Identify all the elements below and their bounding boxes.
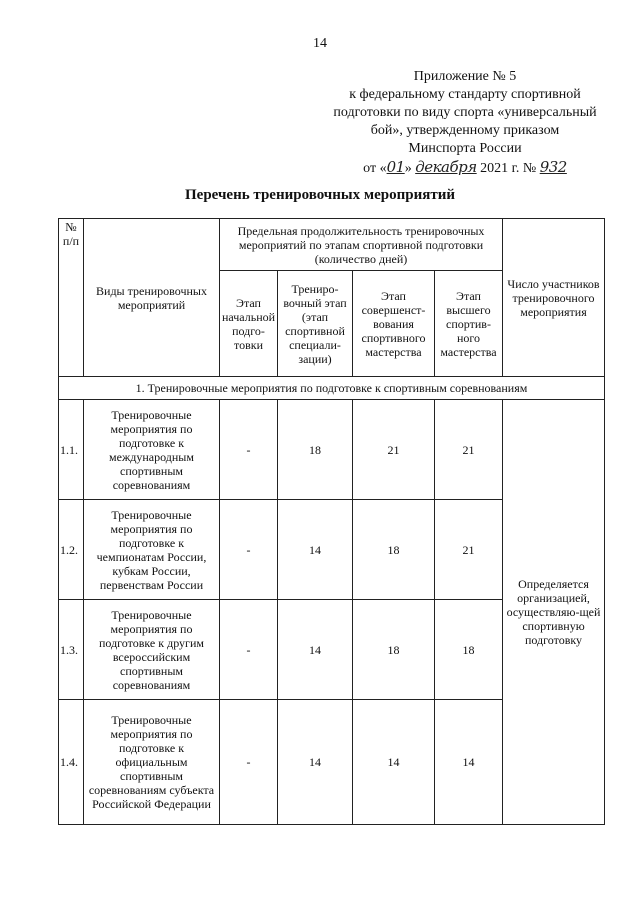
header-stage: Трениро-вочный этап (этап спортивной специали-зации): [278, 271, 353, 377]
order-year: 2021 г. №: [476, 161, 540, 176]
order-day-handwritten: 01: [386, 158, 405, 176]
header-num: № п/п: [59, 219, 84, 377]
appendix-line: подготовки по виду спорта «универсальный: [333, 105, 597, 120]
appendix-line: к федеральному стандарту спортивной: [349, 87, 581, 102]
header-stage: Этап высшего спортив-ного мастерства: [435, 271, 503, 377]
row-value: 14: [278, 500, 353, 600]
row-name: Тренировочные мероприятия по подготовке к международным спортивным соревнованиям: [84, 400, 220, 500]
appendix-block: [300, 68, 630, 178]
order-number-handwritten: 932: [539, 158, 567, 176]
document-title: Перечень тренировочных мероприятий: [185, 187, 455, 203]
appendix-line: бой», утвержденному приказом: [370, 123, 560, 138]
order-prefix: от «: [363, 161, 387, 176]
row-value: 14: [353, 700, 435, 825]
section-title: 1. Тренировочные мероприятия по подготовке к спортивным соревнованиям: [59, 377, 605, 400]
row-num: 1.3.: [59, 600, 84, 700]
section-row: [59, 377, 605, 400]
participants-note: Определяется организацией, осуществляю-щей спортивную подготовку: [503, 400, 605, 825]
page-number: 14: [313, 36, 327, 51]
appendix-line: Приложение № 5: [413, 69, 517, 84]
order-month-handwritten: декабря: [415, 158, 477, 176]
row-value: 21: [435, 400, 503, 500]
header-stage: Этап начальной подго-товки: [220, 271, 278, 377]
row-value: 18: [278, 400, 353, 500]
row-value: 14: [435, 700, 503, 825]
table-row: [59, 400, 605, 500]
row-value: -: [220, 700, 278, 825]
appendix-line: Минспорта России: [408, 141, 522, 156]
row-name: Тренировочные мероприятия по подготовке к другим всероссийским спортивным соревнованиям: [84, 600, 220, 700]
row-value: 18: [353, 500, 435, 600]
row-value: 18: [435, 600, 503, 700]
row-value: -: [220, 400, 278, 500]
row-name: Тренировочные мероприятия по подготовке к чемпионатам России, кубкам России, первенствам России: [84, 500, 220, 600]
header-kinds: Виды тренировочных мероприятий: [84, 219, 220, 377]
header-stage: Этап совершенст-вования спортивного мастерства: [353, 271, 435, 377]
row-name: Тренировочные мероприятия по подготовке к официальным спортивным соревнованиям субъекта Российской Федерации: [84, 700, 220, 825]
row-value: -: [220, 500, 278, 600]
row-num: 1.4.: [59, 700, 84, 825]
header-row: [59, 219, 605, 271]
row-value: 21: [435, 500, 503, 600]
row-value: 18: [353, 600, 435, 700]
row-value: 14: [278, 600, 353, 700]
row-value: 14: [278, 700, 353, 825]
order-date-line: [300, 158, 630, 178]
row-value: 21: [353, 400, 435, 500]
header-participants: Число участников тренировочного мероприятия: [503, 219, 605, 377]
row-value: -: [220, 600, 278, 700]
header-duration-group: Предельная продолжительность тренировочных мероприятий по этапам спортивной подготовки (количество дней): [220, 219, 503, 271]
row-num: 1.2.: [59, 500, 84, 600]
row-num: 1.1.: [59, 400, 84, 500]
order-mid: »: [404, 161, 416, 176]
training-events-table: [58, 218, 605, 825]
